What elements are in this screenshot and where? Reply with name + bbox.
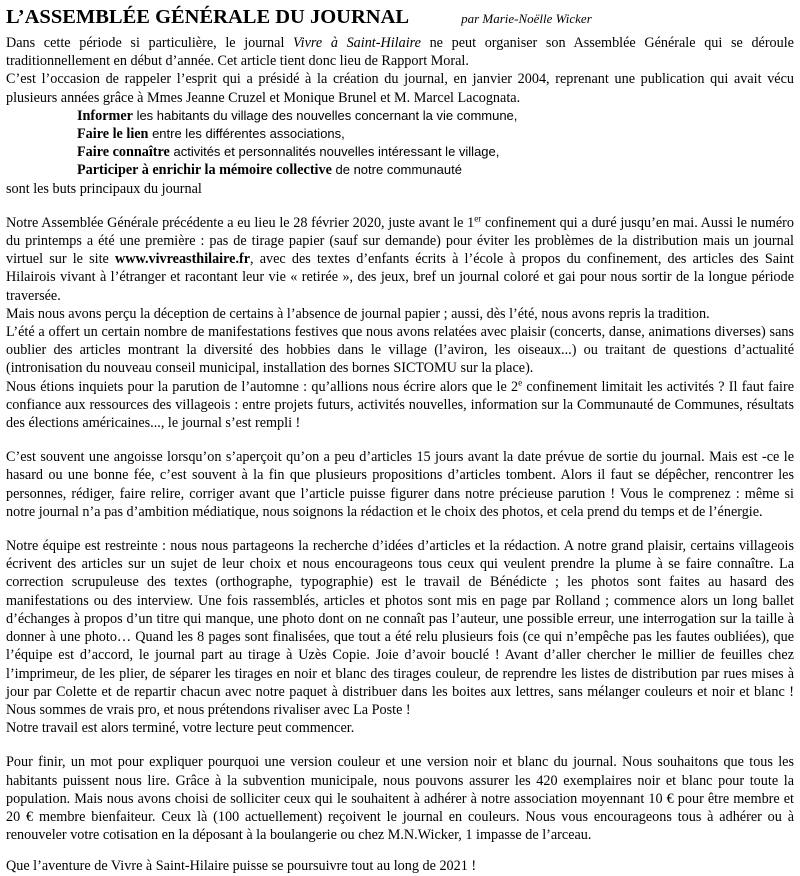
journal-name: Vivre à Saint-Hilaire	[293, 35, 421, 51]
s2p4-text-a: Nous étions inquiets pour la parution de l’automne : qu’allions nous écrire alors que le 2	[6, 378, 519, 395]
goal-keyword: Faire le lien	[77, 126, 149, 143]
section5-paragraph-1: Pour finir, un mot pour expliquer pourquoi une version couleur et une version noir et blanc du journal. Nous souhaitons que tous les habitants puissent nous lire. Grâce à la subvention municipale, nous pouvons assurer les 420 exemplaires noir et blanc pour toute la population. Mais nous avons choisi de solliciter ceux qui le souhaitent à adhérer à notre association moyennant 10 € pour être membre et 20 € membre bienfaiteur. Ceux là (100 actuellement) reçoivent le journal en couleurs. Nous vous encourageons tous à adhérer ou à renouveler votre cotisation en la déposant à la boulangerie ou chez M.N.Wicker, 1 impasse de l’arceau.	[6, 754, 794, 844]
goal-item	[77, 143, 794, 161]
article-author: par Marie-Noëlle Wicker	[461, 11, 592, 26]
paragraph-gap	[6, 737, 794, 753]
section4-paragraph-2: Notre travail est alors terminé, votre lecture peut commencer.	[6, 720, 355, 737]
paragraph-gap	[6, 198, 794, 214]
section2-paragraph-3: L’été a offert un certain nombre de manifestations festives que nous avons relatées avec plaisir (concerts, danse, animations diverses) sans oublier des articles montrant la diversité des hobbies dans le village (l’aviron, les oiseaux...) ou traitant de questions d’actualité (intronisation du nouveau conseil municipal, installation des bornes SICTOMU sur la place).	[6, 324, 794, 377]
intro-text-b: ne peut organiser son Assemblée Générale qui se déroule traditionnellement en début d’année. Cet article tient donc lieu de Rapport Moral.	[6, 35, 794, 70]
intro-text-a: Dans cette période si particulière, le journal	[6, 35, 294, 51]
paragraph-gap	[6, 521, 794, 537]
article-title: L’ASSEMBLÉE GÉNÉRALE DU JOURNAL	[6, 6, 410, 28]
goal-keyword: Faire connaître	[77, 144, 170, 161]
goal-text: les habitants du village des nouvelles concernant la vie commune,	[132, 107, 518, 123]
s2-text-c: , avec des textes d’enfants écrits à l’école à propos du confinement, des articles des Saint Hilairois vivant à l’étranger et racontant leur vie « retirée », des jeux, bref un journal coloré et gai pour nous sortir de la longue période traversée.	[6, 251, 794, 304]
intro-paragraph-2: C’est l’occasion de rappeler l’esprit qui a présidé à la création du journal, en janvier 2004, reprenant une publication qui avait vécu plusieurs années grâce à Mmes Jeanne Cruzel et Monique Brunel et M. Marcel Lacognata.	[6, 71, 794, 106]
intro-paragraph-1	[6, 34, 794, 70]
goal-text: activités et personnalités nouvelles intéressant le village,	[169, 144, 500, 160]
goal-item	[77, 161, 794, 179]
goals-list	[6, 107, 794, 180]
paragraph-gap	[6, 432, 794, 448]
goals-footer: sont les buts principaux du journal	[6, 180, 202, 197]
section4-paragraph-1: Notre équipe est restreinte : nous nous partageons la recherche d’idées d’articles et la rédaction. A notre grand plaisir, certains villageois écrivent des articles sur un sujet de leur choix et nous encourageons tous ceux qui veulent prendre la plume à se faire connaître. La correction scrupuleuse des textes (orthographe, typographie) est le travail de Bénédicte ; les photos sont faites au hasard des manifestations ou des interview. Une fois rassemblés, articles et photos sont mis en page par Rolland ; commence alors un long ballet d’échanges à propos d’un titre qui manque, une photo dont on ne connaît pas l’auteur, une possible erreur, une interrogation sur la taille à donner à une photo… Quand les 8 pages sont finalisées, que tout a été relu plusieurs fois (ce qui n’empêche pas les fautes oubliées), que l’équipe est d’accord, le journal part au tirage à Uzès Copie. Joie d’avoir bouclé ! Avant d’aller chercher le millier de feuilles chez l’imprimeur, de les plier, de séparer les tirages en noir et blanc des tirages couleur, de reprendre les listes de distribution par rues mises à jour par Colette et de repartir chacun avec notre paquet à distribuer dans les boites aux lettres, sans mélanger couleurs et noir et blanc ! Nous sommes de vrais pro, et nous prétendons rivaliser avec La Poste !	[6, 538, 794, 718]
section2-paragraph-4	[6, 378, 794, 433]
closing-line: Que l’aventure de Vivre à Saint-Hilaire puisse se poursuivre tout au long de 2021 !	[6, 858, 477, 875]
section2-paragraph-1	[6, 214, 794, 305]
goal-text: de notre communauté	[331, 162, 462, 178]
website-url: www.vivreasthilaire.fr	[115, 251, 251, 268]
goal-item	[77, 107, 794, 125]
section2-paragraph-2: Mais nous avons perçu la déception de certains à l’absence de journal papier ; aussi, dès l’été, nous avons repris la tradition.	[6, 305, 710, 322]
goal-item	[77, 125, 794, 143]
s2-superscript: er	[474, 213, 482, 224]
section3-paragraph-1: C’est souvent une angoisse lorsqu’on s’aperçoit qu’on a peu d’articles 15 jours avant la date prévue de sortie du journal. Mais est -ce le hasard ou une bonne fée, c’est souvent à la fin que plusieurs propositions d’articles tombent. Alors il faut se dépêcher, rencontrer les personnes, rédiger, faire relire, corriger avant que l’article puisse figurer dans notre précieuse parution ! Vous le comprenez : même si notre journal n’a pas d’ambition médiatique, nous soignons la rédaction et le choix des photos, et cela prend du temps et de l’énergie.	[6, 449, 794, 520]
goal-keyword: Informer	[77, 107, 133, 124]
s2p4-superscript: e	[518, 376, 523, 387]
paragraph-gap	[6, 844, 794, 857]
article-header	[6, 6, 794, 34]
s2p4-text-b: confinement limitait les activités ? Il faut faire confiance aux ressources des villageois : entre projets futurs, activités nouvelles, information sur la Communauté de Communes, résultats des élections américaines..., le journal s’est rempli !	[6, 378, 794, 432]
s2-text-a: Notre Assemblée Générale précédente a eu lieu le 28 février 2020, juste avant le 1	[6, 214, 475, 231]
goal-keyword: Participer à enrichir la mémoire collective	[77, 162, 332, 179]
s2-text-b: confinement qui a duré jusqu’en mai. Aussi le numéro du printemps a été une première : pas de tirage papier (sauf sur demande) pour éviter les problèmes de la distribution mais un journal virtuel sur le site	[6, 214, 794, 268]
goal-text: entre les différentes associations,	[148, 126, 345, 142]
